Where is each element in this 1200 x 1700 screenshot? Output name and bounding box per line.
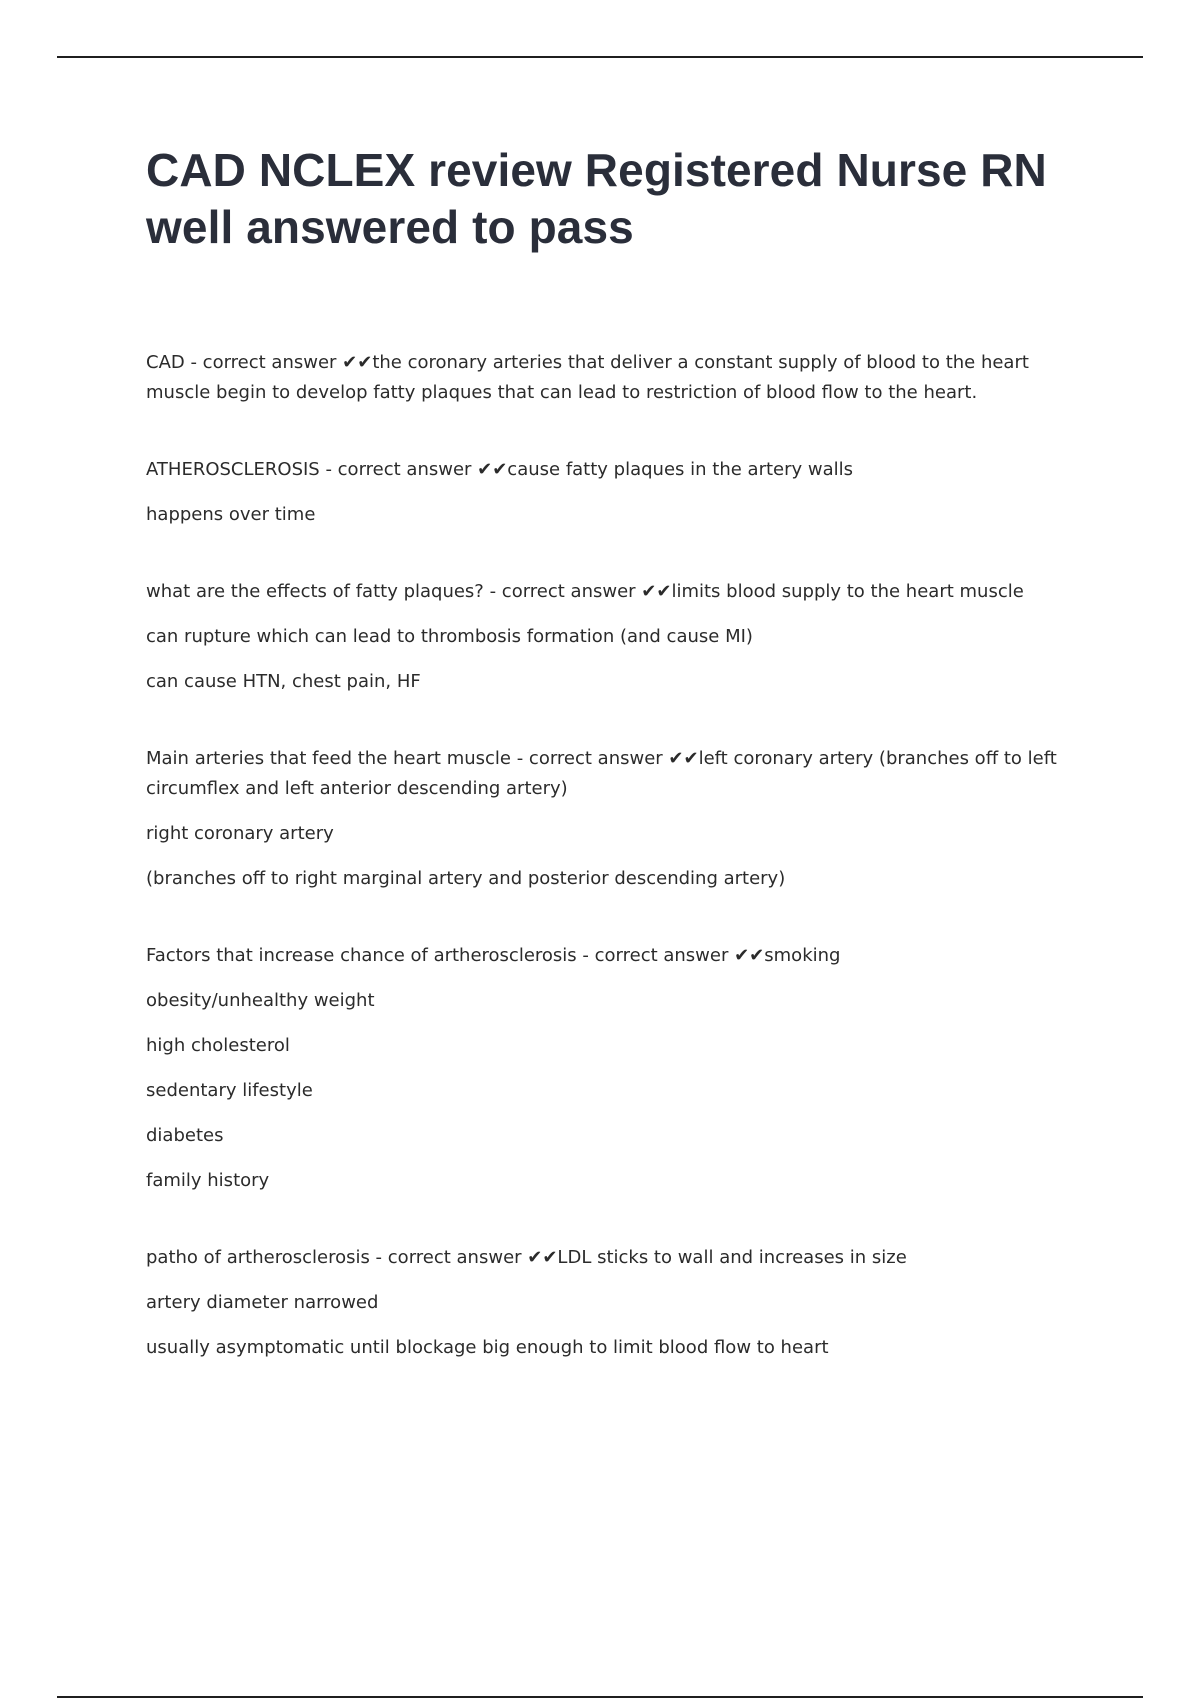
qa-line: diabetes xyxy=(146,1125,224,1146)
qa-line: obesity/unhealthy weight xyxy=(146,990,375,1011)
qa-line: happens over time xyxy=(146,504,316,525)
qa-entry-risk-factors xyxy=(146,941,1086,1196)
qa-line: Main arteries that feed the heart muscle - correct answer ✔✔left coronary artery (branches off to left circumflex and left anterior descending artery) xyxy=(146,748,1057,799)
qa-line: can cause HTN, chest pain, HF xyxy=(146,671,421,692)
qa-line: family history xyxy=(146,1170,270,1191)
qa-line: usually asymptomatic until blockage big enough to limit blood flow to heart xyxy=(146,1337,829,1358)
qa-line: (branches off to right marginal artery and posterior descending artery) xyxy=(146,868,786,889)
qa-line: artery diameter narrowed xyxy=(146,1292,379,1313)
document-body xyxy=(146,142,1086,1410)
qa-list xyxy=(146,348,1086,1363)
qa-line: CAD - correct answer ✔✔the coronary arteries that deliver a constant supply of blood to the heart muscle begin to develop fatty plaques that can lead to restriction of blood flow to the heart. xyxy=(146,352,1029,403)
qa-line: high cholesterol xyxy=(146,1035,290,1056)
qa-line: Factors that increase chance of artherosclerosis - correct answer ✔✔smoking xyxy=(146,945,841,966)
top-rule xyxy=(57,56,1143,58)
qa-entry-main-arteries xyxy=(146,744,1086,894)
qa-entry-effects-of-plaques xyxy=(146,577,1086,697)
qa-entry-patho xyxy=(146,1243,1086,1363)
qa-line: what are the effects of fatty plaques? - correct answer ✔✔limits blood supply to the heart muscle xyxy=(146,581,1024,602)
qa-line: ATHEROSCLEROSIS - correct answer ✔✔cause fatty plaques in the artery walls xyxy=(146,459,854,480)
qa-entry-cad xyxy=(146,348,1086,408)
qa-line: patho of artherosclerosis - correct answer ✔✔LDL sticks to wall and increases in size xyxy=(146,1247,907,1268)
qa-entry-atherosclerosis xyxy=(146,455,1086,530)
qa-line: right coronary artery xyxy=(146,823,334,844)
qa-line: sedentary lifestyle xyxy=(146,1080,313,1101)
document-title: CAD NCLEX review Registered Nurse RN well answered to pass xyxy=(146,144,1047,253)
bottom-rule xyxy=(57,1696,1143,1698)
qa-line: can rupture which can lead to thrombosis formation (and cause MI) xyxy=(146,626,753,647)
